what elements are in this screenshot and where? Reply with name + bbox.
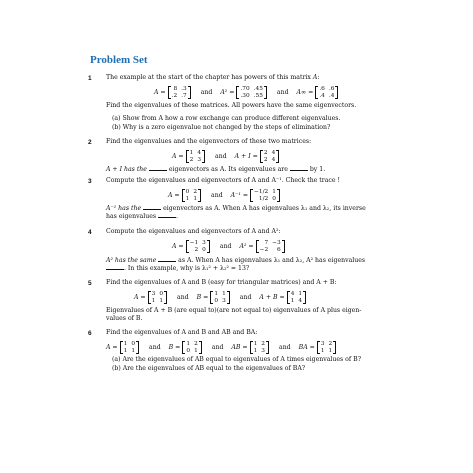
problem-2-intro: Find the eigenvalues and the eigenvectors of these two matrices: <box>106 138 312 145</box>
problem-3-intro: Compute the eigenvalues and eigenvectors of A and A⁻¹. Check the trace ! <box>106 177 341 184</box>
matrix-ba <box>317 341 336 354</box>
matrix-entry: 1 <box>131 347 136 354</box>
problem-6-part-b: (b) Are the eigenvalues of AB equal to the eigenvalues of BA? <box>112 365 306 372</box>
matrix-entry: .6 <box>319 86 325 92</box>
eq-label: A = <box>172 243 184 251</box>
matrix-entry: −1 <box>189 240 199 246</box>
matrix-entry: .7 <box>181 92 187 99</box>
eq-label: AB = <box>231 344 248 352</box>
problem-4-line3: . In this example, why is λ₁² + λ₂² = 13? <box>106 264 249 273</box>
matrix-ainf <box>315 86 338 99</box>
problem-1-equation <box>154 86 340 99</box>
problem-1-number: 1 <box>88 75 92 82</box>
matrix-entry: 1 <box>272 189 276 195</box>
matrix-entry: 1 <box>185 195 190 202</box>
answer-blank <box>290 165 308 171</box>
matrix-entry: 0 <box>159 291 164 297</box>
matrix-entry: 3 <box>222 297 226 304</box>
matrix-entry: 1 <box>159 297 164 304</box>
matrix-a <box>120 341 139 354</box>
eq-label: A∞ = <box>296 89 314 97</box>
matrix-entry: 0 <box>272 195 276 202</box>
problem-1-part-b: (b) Why is a zero eigenvalue not changed by the steps of elimination? <box>112 124 331 131</box>
matrix-a <box>186 240 210 253</box>
matrix-entry: 3 <box>151 291 156 297</box>
problem-4-equation <box>172 240 287 253</box>
eq-label: A = <box>106 344 118 352</box>
matrix-entry: 2 <box>261 341 265 347</box>
eq-label: B = <box>168 344 181 352</box>
matrix-entry: .4 <box>328 92 335 99</box>
matrix-entry: 1 <box>253 347 258 354</box>
matrix-a-inverse <box>250 189 280 202</box>
matrix-entry: 1 <box>123 347 128 354</box>
eq-label: A = <box>154 89 166 97</box>
problem-4-intro: Compute the eigenvalues and eigenvectors of A and A²: <box>106 228 281 235</box>
and-word: and <box>215 153 227 161</box>
matrix-b <box>210 291 229 304</box>
eq-label: A + I = <box>234 153 258 161</box>
matrix-entry: 1 <box>214 291 219 297</box>
and-word: and <box>279 344 291 352</box>
problem-5-number: 5 <box>88 280 92 287</box>
matrix-entry: 0 <box>202 246 206 253</box>
matrix-entry: −1/2 <box>254 189 269 195</box>
problem-3-equation <box>168 189 282 202</box>
and-word: and <box>177 294 189 302</box>
answer-blank <box>158 256 176 262</box>
matrix-entry: 1 <box>123 341 128 347</box>
matrix-a <box>186 150 205 163</box>
matrix-entry: 1 <box>290 297 295 304</box>
problem-1-intro-var: A <box>312 74 318 81</box>
matrix-entry: .55 <box>253 92 263 99</box>
and-word: and <box>219 243 232 251</box>
matrix-entry: 8 <box>173 86 178 92</box>
and-word: and <box>276 89 289 97</box>
matrix-entry: 4 <box>197 150 202 156</box>
matrix-entry: 3 <box>202 240 206 246</box>
matrix-entry: 1 <box>253 341 258 347</box>
problem-6-equation <box>106 341 338 354</box>
matrix-entry: 1 <box>189 150 194 156</box>
matrix-ab <box>250 341 269 354</box>
problem-2-number: 2 <box>88 139 92 146</box>
problem-3-line3: has eigenvalues . <box>106 213 178 220</box>
and-word: and <box>211 192 223 200</box>
matrix-entry: .70 <box>240 86 250 92</box>
matrix-entry: 7 <box>264 240 269 246</box>
eq-label: A = <box>172 153 184 161</box>
matrix-a-squared <box>256 240 285 253</box>
matrix-entry: 1 <box>328 347 333 354</box>
matrix-entry: 2 <box>189 156 194 163</box>
matrix-entry: 4 <box>271 156 276 163</box>
problem-2-line2: A + I has the eigenvectors as A. Its eigenvalues are by 1. <box>106 166 326 173</box>
problem-1-part-a: (a) Show from A how a row exchange can produce different eigenvalues. <box>112 115 341 122</box>
answer-blank <box>106 264 124 270</box>
eq-label: A² = <box>220 89 235 97</box>
matrix-entry: 1 <box>222 291 226 297</box>
answer-blank <box>158 212 176 218</box>
matrix-entry: 3 <box>261 347 265 354</box>
matrix-entry: 1 <box>298 291 303 297</box>
answer-blank <box>143 204 161 210</box>
eq-label: B = <box>196 294 209 302</box>
matrix-entry: 1 <box>320 347 325 354</box>
matrix-entry: 4 <box>271 150 276 156</box>
matrix-entry: .6 <box>328 86 335 92</box>
matrix-entry: 1 <box>193 195 198 202</box>
problem-5-line2: Eigenvalues of A + B (are equal to)(are not equal to) eigenvalues of A plus eigen- <box>106 307 362 314</box>
matrix-a-plus-i <box>260 150 279 163</box>
matrix-b <box>182 341 201 354</box>
matrix-entry: 0 <box>214 297 219 304</box>
problem-3-line2: A⁻¹ has the eigenvectors as A. When A has eigenvalues λ₁ and λ₂, its inverse <box>106 205 366 212</box>
problem-6-part-a: (a) Are the eigenvalues of AB equal to eigenvalues of A times eigenvalues of B? <box>112 356 362 363</box>
matrix-entry: 4 <box>298 297 303 304</box>
eq-label: A⁻¹ = <box>230 192 249 200</box>
problem-6-intro: Find the eigenvalues of A and B and AB and BA: <box>106 329 258 336</box>
matrix-entry: −2 <box>259 246 269 253</box>
and-word: and <box>149 344 161 352</box>
matrix-entry: .45 <box>253 86 263 92</box>
problem-5-line3: values of B. <box>106 315 143 322</box>
matrix-a <box>148 291 167 304</box>
problem-1-intro-text: The example at the start of the chapter has powers of this matrix <box>106 74 311 81</box>
matrix-entry: 1 <box>151 297 156 304</box>
matrix-entry: .2 <box>171 92 178 99</box>
and-word: and <box>200 89 213 97</box>
matrix-entry: 2 <box>194 246 199 253</box>
eq-label: A² = <box>239 243 254 251</box>
matrix-entry: −3 <box>272 240 281 246</box>
matrix-a <box>168 86 191 99</box>
answer-blank <box>149 165 167 171</box>
matrix-a2 <box>236 86 266 99</box>
matrix-entry: 6 <box>277 246 281 253</box>
matrix-entry: 3 <box>197 156 202 163</box>
matrix-entry: 1 <box>186 341 191 347</box>
eq-label: A = <box>168 192 180 200</box>
problem-1-line2: Find the eigenvalues of these matrices. All powers have the same eigenvectors. <box>106 102 357 109</box>
matrix-entry: 2 <box>328 341 333 347</box>
problem-4-line2: A² has the same as A. When A has eigenvalues λ₁ and λ₂, A² has eigenvalues <box>106 257 366 264</box>
and-word: and <box>239 294 252 302</box>
and-word: and <box>211 344 224 352</box>
problem-5-intro: Find the eigenvalues of A and B (easy for triangular matrices) and A + B: <box>106 279 337 286</box>
matrix-entry: .3 <box>181 86 187 92</box>
problem-4-number: 4 <box>88 229 92 236</box>
matrix-entry: 1/2 <box>258 195 269 202</box>
matrix-entry: 0 <box>186 347 191 354</box>
matrix-entry: 2 <box>263 156 268 163</box>
matrix-entry: .4 <box>319 92 325 99</box>
matrix-entry: 2 <box>194 341 198 347</box>
problem-2-equation <box>172 150 281 163</box>
matrix-entry: 2 <box>263 150 268 156</box>
section-title: Problem Set <box>90 54 148 66</box>
matrix-entry: 4 <box>290 291 295 297</box>
matrix-entry: .30 <box>240 92 250 99</box>
eq-label: A = <box>134 294 146 302</box>
problem-6-number: 6 <box>88 330 92 337</box>
matrix-entry: 1 <box>194 347 198 354</box>
matrix-a-plus-b <box>287 291 306 304</box>
matrix-entry: 0 <box>185 189 190 195</box>
problem-3-number: 3 <box>88 178 92 185</box>
matrix-a <box>182 189 201 202</box>
eq-label: BA = <box>298 344 315 352</box>
matrix-entry: 0 <box>131 341 136 347</box>
problem-1-intro: The example at the start of the chapter has powers of this matrix A: <box>106 74 320 81</box>
eq-label: A + B = <box>259 294 285 302</box>
matrix-entry: 3 <box>320 341 325 347</box>
matrix-entry: 2 <box>193 189 198 195</box>
problem-5-equation <box>134 291 308 304</box>
